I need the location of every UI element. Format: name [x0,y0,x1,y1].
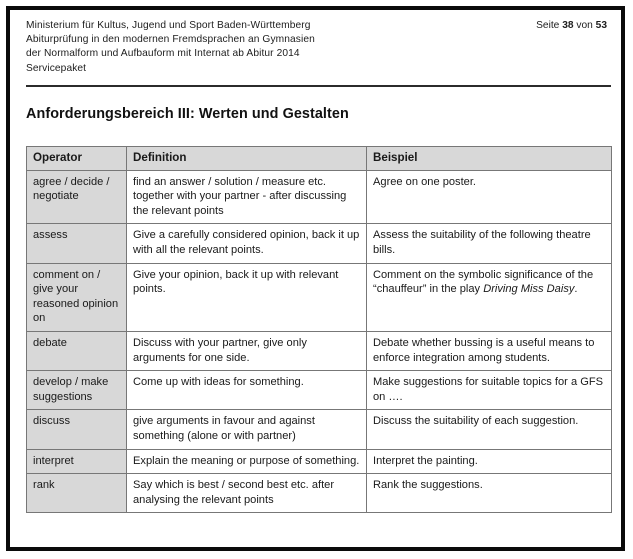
cell-example: Make suggestions for suitable topics for a GFS on …. [367,371,612,410]
cell-definition: Give a carefully considered opinion, back it up with all the relevant points. [127,224,367,263]
cell-operator: comment on / give your reasoned opinion on [27,263,127,331]
cell-operator: develop / make suggestions [27,371,127,410]
table-row [27,410,612,449]
table-row [27,371,612,410]
cell-example: Discuss the suitability of each suggestion. [367,410,612,449]
cell-definition: Say which is best / second best etc. after analysing the relevant points [127,474,367,513]
column-header-definition: Definition [127,147,367,171]
table-row [27,224,612,263]
header-divider [26,85,611,87]
page-of-label: von [576,20,593,31]
header-line-4: Servicepaket [26,62,87,74]
header-line-3: der Normalform und Aufbauform mit Internat ab Abitur 2014 [26,48,300,60]
cell-definition: Discuss with your partner, give only arguments for one side. [127,331,367,370]
cell-operator: discuss [27,410,127,449]
example-text-prefix: Comment on the symbolic significance of the “chauffeur” in the play [373,268,594,296]
cell-operator: debate [27,331,127,370]
cell-example: Interpret the painting. [367,449,612,474]
page-label: Seite [536,20,560,31]
cell-example [367,263,612,331]
page-total: 53 [595,20,607,31]
table-row [27,449,612,474]
page-frame [6,6,625,551]
table-body [27,170,612,513]
cell-definition: Explain the meaning or purpose of something. [127,449,367,474]
cell-definition: Come up with ideas for something. [127,371,367,410]
header-line-2: Abiturprüfung in den modernen Fremdsprachen an Gymnasien [26,34,315,46]
page-indicator [536,19,607,33]
cell-operator: assess [27,224,127,263]
cell-example: Assess the suitability of the following theatre bills. [367,224,612,263]
table-header-row [27,147,612,171]
page-content [10,10,621,547]
page-title: Anforderungsbereich III: Werten und Gestalten [26,106,349,122]
cell-definition: find an answer / solution / measure etc. together with your partner - after discussing the relevant points [127,170,367,224]
cell-example: Agree on one poster. [367,170,612,224]
page-number: 38 [562,20,574,31]
operator-table [26,146,612,513]
example-text-suffix: . [574,283,578,296]
column-header-operator: Operator [27,147,127,171]
table-row [27,170,612,224]
header-line-1: Ministerium für Kultus, Jugend und Sport Baden-Württemberg [26,20,311,31]
cell-example: Rank the suggestions. [367,474,612,513]
table-row [27,474,612,513]
cell-example: Debate whether bussing is a useful means to enforce integration among students. [367,331,612,370]
table-row [27,331,612,370]
document-header [26,19,607,76]
example-work-title: Driving Miss Daisy [483,283,575,296]
cell-operator: agree / decide / negotiate [27,170,127,224]
cell-operator: interpret [27,449,127,474]
table-row [27,263,612,331]
header-institution-block [26,19,315,76]
column-header-example: Beispiel [367,147,612,171]
cell-definition: give arguments in favour and against something (alone or with partner) [127,410,367,449]
cell-operator: rank [27,474,127,513]
cell-definition: Give your opinion, back it up with relevant points. [127,263,367,331]
table-header [27,147,612,171]
